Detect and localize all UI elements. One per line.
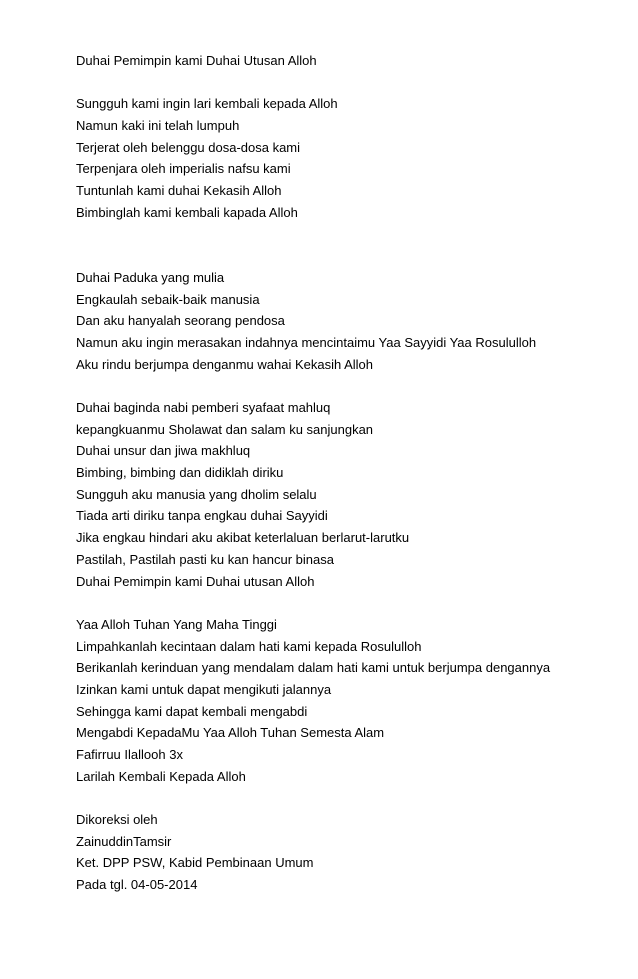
- poem-line: Tuntunlah kami duhai Kekasih Alloh: [76, 183, 282, 199]
- poem-line: Yaa Alloh Tuhan Yang Maha Tinggi: [76, 616, 277, 632]
- poem-line: Duhai Paduka yang mulia: [76, 269, 225, 285]
- poem-line: Limpahkanlah kecintaan dalam hati kami kepada Rosululloh: [76, 638, 422, 654]
- poem-line: Dan aku hanyalah seorang pendosa: [76, 313, 285, 329]
- poem-line: Terpenjara oleh imperialis nafsu kami: [76, 161, 291, 177]
- poem-line: Izinkan kami untuk dapat mengikuti jalannya: [76, 681, 332, 697]
- poem-line: Tiada arti diriku tanpa engkau duhai Sayyidi: [76, 508, 328, 524]
- poem-line: Namun kaki ini telah lumpuh: [76, 118, 240, 134]
- stanza-2: [76, 267, 616, 375]
- stanza-gap: [76, 72, 616, 94]
- poem-line: Bimbing, bimbing dan didiklah diriku: [76, 465, 284, 481]
- poem-line: Sungguh aku manusia yang dholim selalu: [76, 486, 317, 502]
- poem-line: Fafirruu Ilallooh 3x: [76, 747, 183, 763]
- footer-author-name: ZainuddinTamsir: [76, 833, 172, 849]
- stanza-gap: [76, 375, 616, 397]
- stanza-gap: [76, 787, 616, 809]
- poem-line: Mengabdi KepadaMu Yaa Alloh Tuhan Semesta Alam: [76, 725, 385, 741]
- poem-line: Duhai unsur dan jiwa makhluq: [76, 443, 251, 459]
- poem-line: Sungguh kami ingin lari kembali kepada Alloh: [76, 96, 338, 112]
- stanza-gap: [76, 224, 616, 267]
- poem-line: Pastilah, Pastilah pasti ku kan hancur binasa: [76, 551, 334, 567]
- stanza-1: [76, 93, 616, 223]
- poem-line: Bimbinglah kami kembali kapada Alloh: [76, 204, 298, 220]
- stanza-4: [76, 614, 616, 788]
- poem-line: Larilah Kembali Kepada Alloh: [76, 768, 246, 784]
- poem-line: Duhai Pemimpin kami Duhai utusan Alloh: [76, 573, 315, 589]
- poem-line: Aku rindu berjumpa denganmu wahai Kekasih Alloh: [76, 356, 374, 372]
- footer-date: Pada tgl. 04-05-2014: [76, 877, 198, 893]
- stanza-gap: [76, 592, 616, 614]
- poem-title: Duhai Pemimpin kami Duhai Utusan Alloh: [76, 53, 317, 68]
- correction-footer: [76, 809, 616, 896]
- poem-line: Jika engkau hindari aku akibat keterlaluan berlarut-larutku: [76, 530, 410, 546]
- poem-line: Namun aku ingin merasakan indahnya mencintaimu Yaa Sayyidi Yaa Rosululloh: [76, 334, 537, 350]
- poem-line: Engkaulah sebaik-baik manusia: [76, 291, 260, 307]
- poem-line: Duhai baginda nabi pemberi syafaat mahluq: [76, 400, 331, 416]
- footer-author-title: Ket. DPP PSW, Kabid Pembinaan Umum: [76, 855, 314, 871]
- poem-line: Berikanlah kerinduan yang mendalam dalam hati kami untuk berjumpa dengannya: [76, 660, 551, 676]
- poem-line: Sehingga kami dapat kembali mengabdi: [76, 703, 308, 719]
- poem-line: kepangkuanmu Sholawat dan salam ku sanjungkan: [76, 421, 374, 437]
- document-page: [76, 50, 616, 896]
- poem-line: Terjerat oleh belenggu dosa-dosa kami: [76, 139, 301, 155]
- stanza-3: [76, 397, 616, 592]
- footer-corrected-by: Dikoreksi oleh: [76, 812, 158, 828]
